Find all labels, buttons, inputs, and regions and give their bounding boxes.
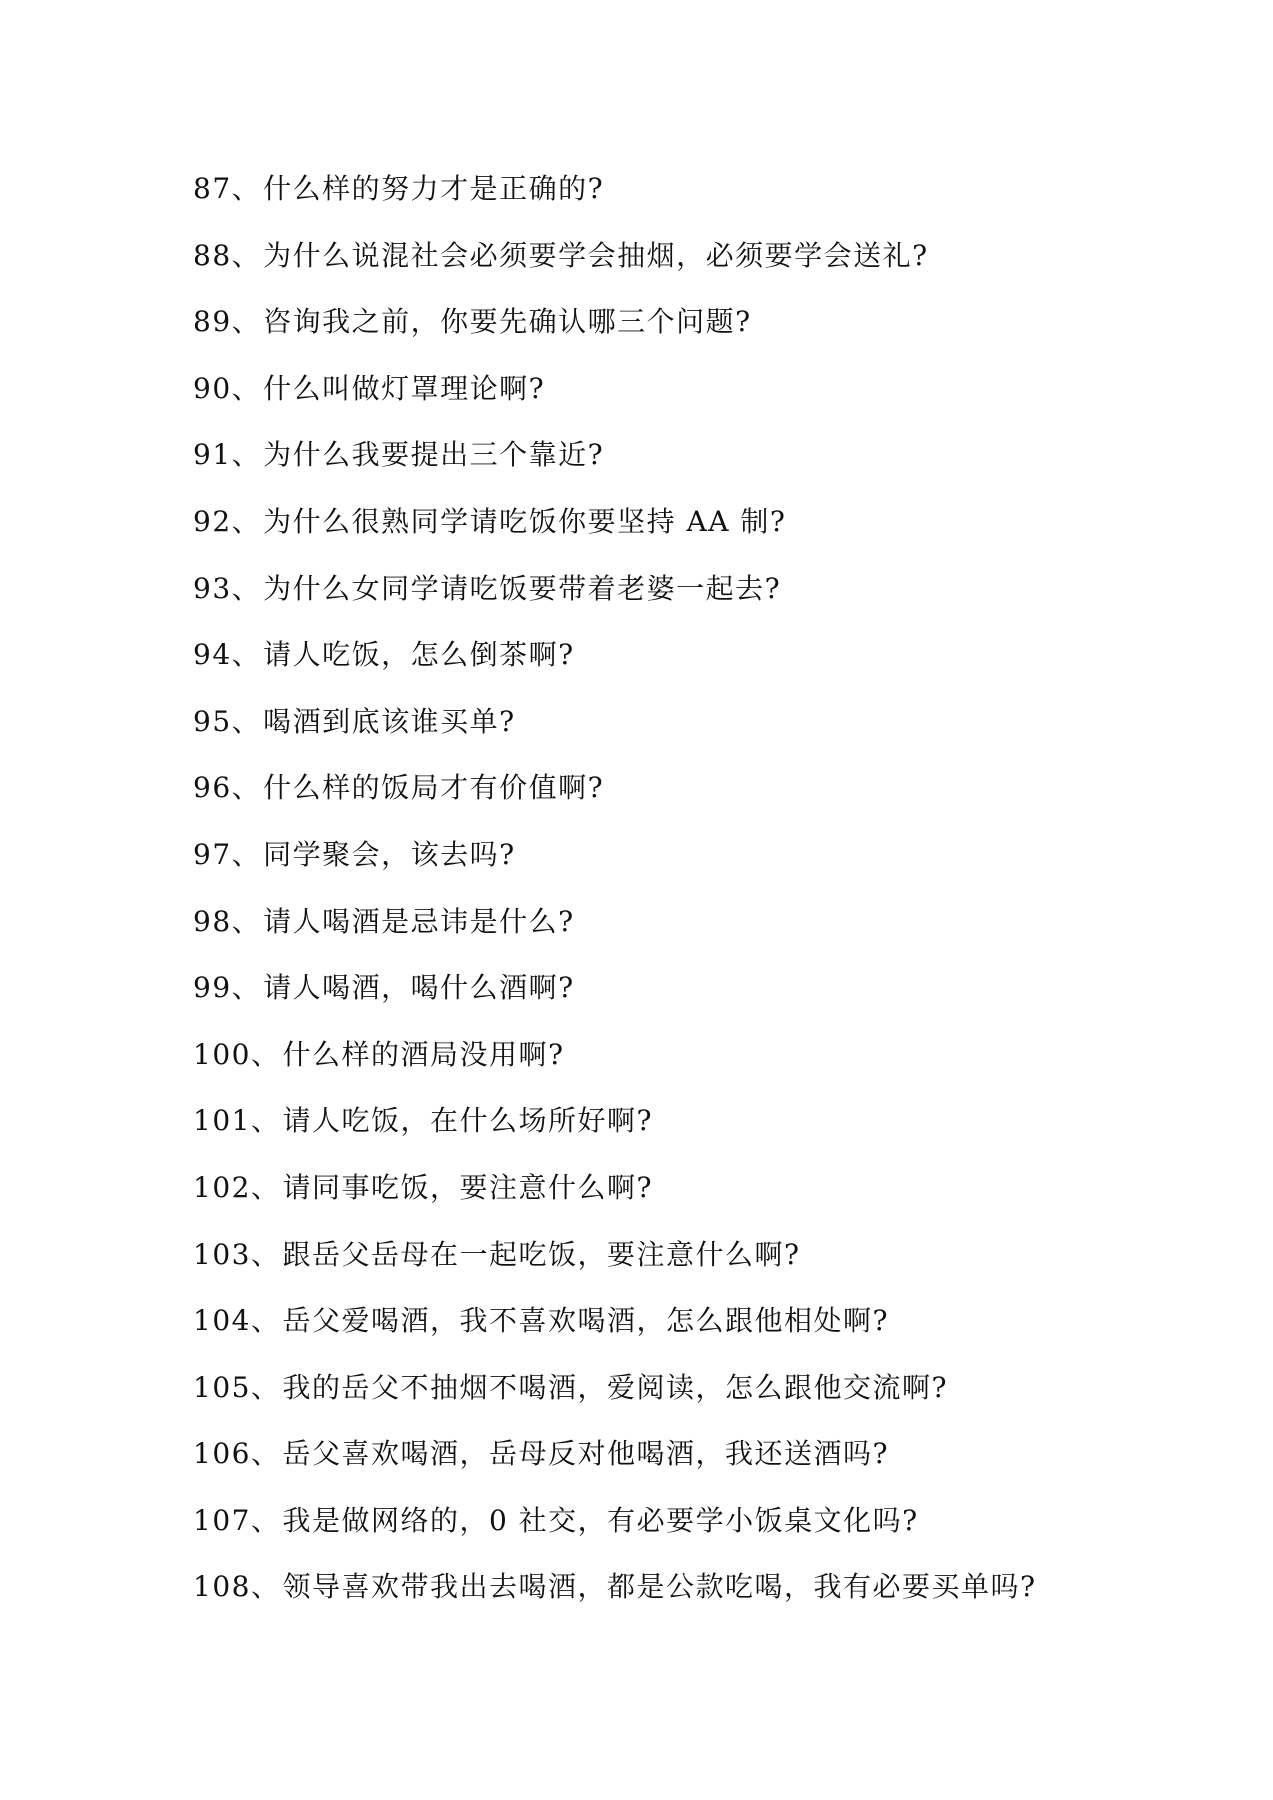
- question-number: 91、: [193, 438, 262, 472]
- question-text: 什么样的酒局没用啊?: [282, 1037, 565, 1071]
- question-item: [193, 429, 1193, 496]
- question-text: 喝酒到底该谁买单?: [263, 704, 516, 738]
- question-text: 我的岳父不抽烟不喝酒，爱阅读，怎么跟他交流啊?: [282, 1370, 948, 1404]
- question-item: [193, 1428, 1193, 1495]
- question-item: [193, 230, 1193, 297]
- question-item: [193, 1561, 1193, 1628]
- question-item: [193, 496, 1193, 563]
- question-text: 我是做网络的，0 社交，有必要学小饭桌文化吗?: [282, 1503, 919, 1537]
- question-number: 103、: [193, 1237, 281, 1271]
- question-item: [193, 1295, 1193, 1362]
- question-number: 88、: [193, 238, 262, 272]
- question-text: 为什么女同学请吃饭要带着老婆一起去?: [263, 571, 782, 605]
- question-item: [193, 1162, 1193, 1229]
- question-text: 跟岳父岳母在一起吃饭，要注意什么啊?: [282, 1237, 801, 1271]
- question-number: 90、: [193, 371, 262, 405]
- question-number: 100、: [193, 1037, 281, 1071]
- question-item: [193, 563, 1193, 630]
- question-number: 87、: [193, 172, 262, 205]
- question-item: [193, 962, 1193, 1029]
- question-text: 为什么说混社会必须要学会抽烟，必须要学会送礼?: [263, 238, 929, 272]
- question-item: [193, 363, 1193, 430]
- question-number: 95、: [193, 704, 262, 738]
- question-text: 咨询我之前，你要先确认哪三个问题?: [263, 305, 752, 339]
- question-text: 请人喝酒，喝什么酒啊?: [263, 971, 575, 1005]
- question-item: [193, 629, 1193, 696]
- question-text: 请人吃饭，怎么倒茶啊?: [263, 638, 575, 672]
- question-list: [193, 163, 1193, 1628]
- question-text: 请同事吃饭，要注意什么啊?: [282, 1170, 653, 1204]
- question-number: 94、: [193, 638, 262, 672]
- question-item: [193, 296, 1193, 363]
- question-item: [193, 1229, 1193, 1296]
- question-text: 什么样的饭局才有价值啊?: [263, 771, 605, 805]
- question-text: 什么样的努力才是正确的?: [263, 172, 605, 205]
- question-text: 为什么很熟同学请吃饭你要坚持 AA 制?: [263, 504, 787, 538]
- question-number: 98、: [193, 904, 262, 938]
- question-item: [193, 1095, 1193, 1162]
- question-item: [193, 696, 1193, 763]
- question-number: 93、: [193, 571, 262, 605]
- question-item: [193, 163, 1193, 230]
- question-text: 什么叫做灯罩理论啊?: [263, 371, 546, 405]
- question-text: 请人吃饭，在什么场所好啊?: [282, 1104, 653, 1138]
- question-item: [193, 1029, 1193, 1096]
- question-number: 105、: [193, 1370, 281, 1404]
- question-number: 92、: [193, 504, 262, 538]
- question-item: [193, 829, 1193, 896]
- question-text: 岳父喜欢喝酒，岳母反对他喝酒，我还送酒吗?: [282, 1437, 889, 1471]
- question-number: 96、: [193, 771, 262, 805]
- question-text: 同学聚会，该去吗?: [263, 837, 516, 871]
- question-item: [193, 896, 1193, 963]
- question-text: 请人喝酒是忌讳是什么?: [263, 904, 575, 938]
- question-number: 102、: [193, 1170, 281, 1204]
- question-text: 岳父爱喝酒，我不喜欢喝酒，怎么跟他相处啊?: [282, 1304, 889, 1338]
- question-number: 106、: [193, 1437, 281, 1471]
- question-text: 领导喜欢带我出去喝酒，都是公款吃喝，我有必要买单吗?: [282, 1570, 1037, 1604]
- question-number: 101、: [193, 1104, 281, 1138]
- question-item: [193, 1362, 1193, 1429]
- question-number: 104、: [193, 1304, 281, 1338]
- question-number: 97、: [193, 837, 262, 871]
- question-item: [193, 762, 1193, 829]
- question-number: 99、: [193, 971, 262, 1005]
- question-item: [193, 1495, 1193, 1562]
- question-number: 107、: [193, 1503, 281, 1537]
- question-number: 89、: [193, 305, 262, 339]
- question-number: 108、: [193, 1570, 281, 1604]
- question-text: 为什么我要提出三个靠近?: [263, 438, 605, 472]
